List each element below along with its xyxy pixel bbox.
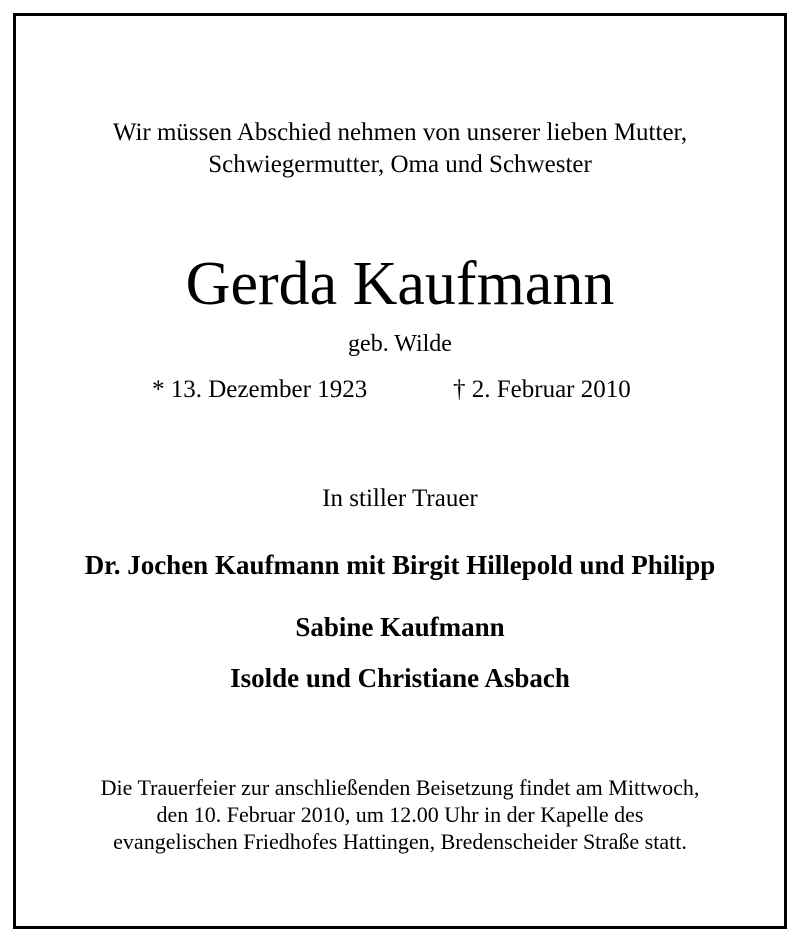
death-date: † 2. Februar 2010 [453, 376, 631, 403]
deceased-name: Gerda Kaufmann [185, 250, 615, 318]
intro-text [0, 117, 800, 181]
funeral-line-3: evangelischen Friedhofes Hattingen, Bredenscheider Straße statt. [113, 829, 687, 854]
mourner-line-3: Isolde und Christiane Asbach [230, 663, 570, 693]
mourner-line-2: Sabine Kaufmann [295, 612, 505, 642]
maiden-name: geb. Wilde [348, 331, 452, 357]
funeral-line-1: Die Trauerfeier zur anschließenden Beisetzung findet am Mittwoch, [100, 775, 700, 800]
mourning-phrase: In stiller Trauer [322, 485, 478, 512]
funeral-info [0, 774, 800, 855]
intro-line-2: Schwiegermutter, Oma und Schwester [208, 151, 592, 178]
intro-line-1: Wir müssen Abschied nehmen von unserer lieben Mutter, [112, 119, 688, 146]
funeral-line-2: den 10. Februar 2010, um 12.00 Uhr in der Kapelle des [156, 802, 644, 827]
mourner-line-1: Dr. Jochen Kaufmann mit Birgit Hillepold und Philipp [84, 550, 716, 580]
birth-date: * 13. Dezember 1923 [152, 376, 368, 403]
